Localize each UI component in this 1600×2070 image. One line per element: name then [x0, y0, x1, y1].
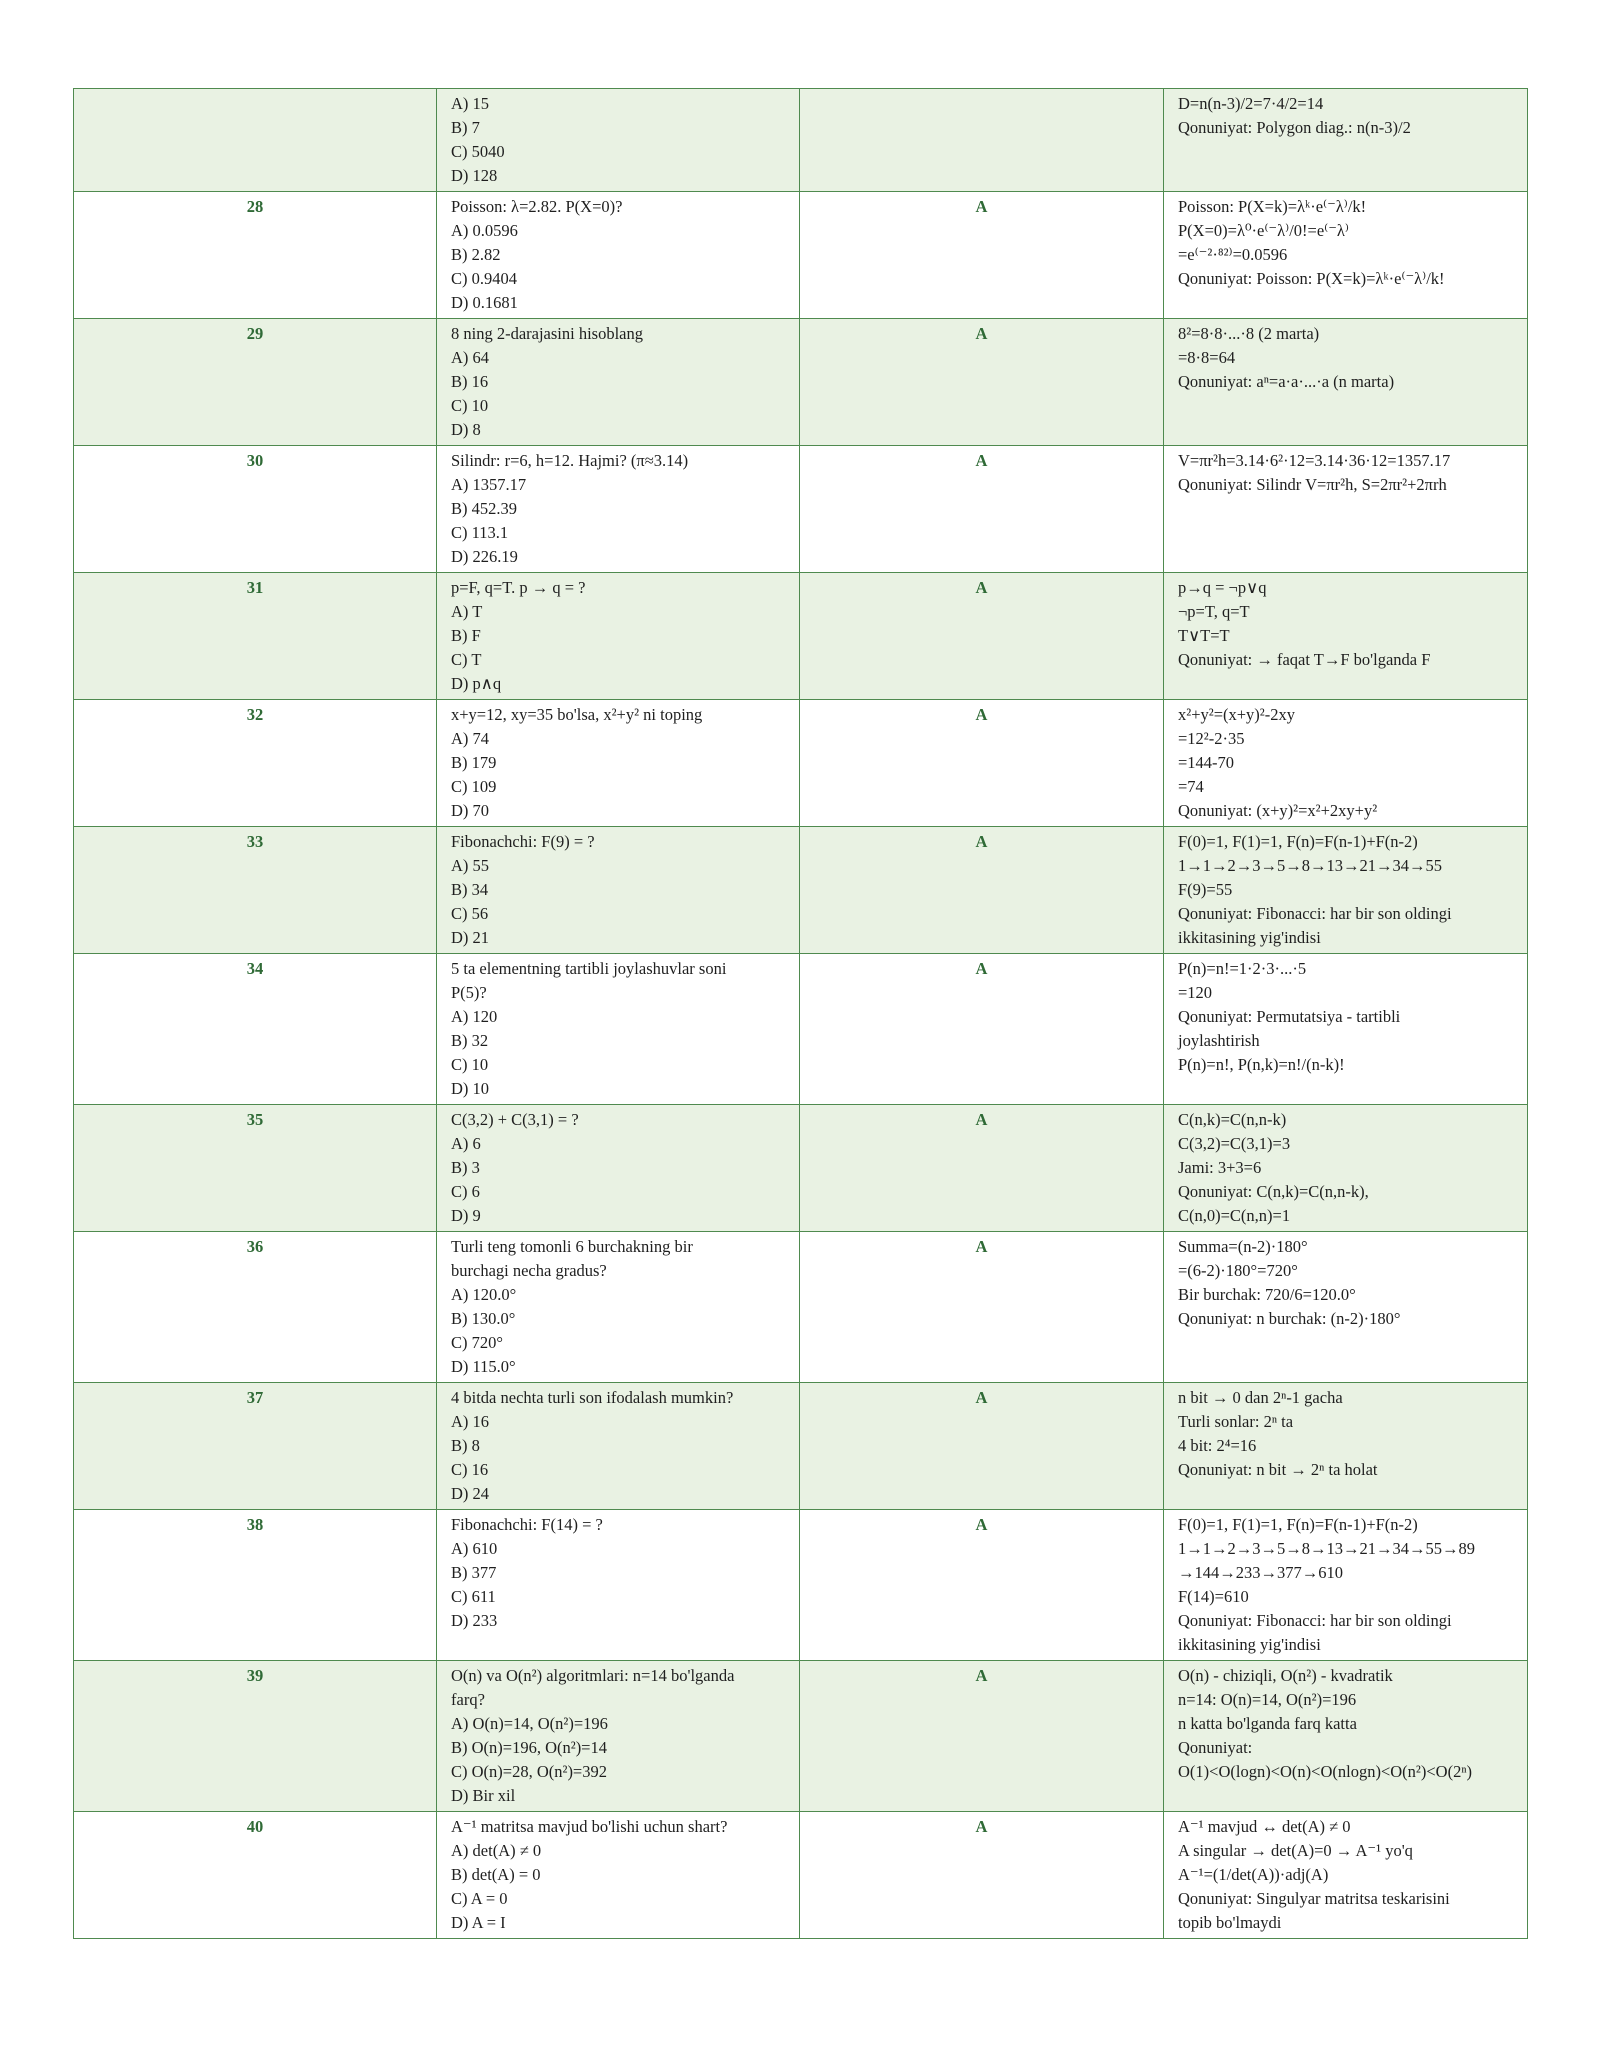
- question-text: C(3,2) + C(3,1) = ?: [451, 1110, 579, 1129]
- question-number: 34: [74, 954, 437, 1105]
- solution-cell: [1164, 1661, 1528, 1812]
- table-row: [74, 89, 1528, 192]
- solution-line: Summa=(n-2)·180°: [1178, 1237, 1308, 1256]
- solution-line: C(3,2)=C(3,1)=3: [1178, 1134, 1291, 1153]
- table-row: [74, 1812, 1528, 1939]
- question-cell: [437, 1105, 800, 1232]
- question-line: D) 115.0°: [451, 1357, 516, 1376]
- question-line: B) 8: [451, 1436, 480, 1455]
- solution-line: O(1)<O(logn)<O(n)<O(nlogn)<O(n²)<O(2ⁿ): [1178, 1762, 1473, 1781]
- question-line: C) 16: [451, 1460, 489, 1479]
- correct-answer: A: [800, 319, 1164, 446]
- question-text: Silindr: r=6, h=12. Hajmi? (π≈3.14): [451, 451, 689, 470]
- question-line: B) O(n)=196, O(n²)=14: [451, 1738, 607, 1757]
- solution-line: F(0)=1, F(1)=1, F(n)=F(n-1)+F(n-2): [1178, 832, 1418, 851]
- question-line: D) Bir xil: [451, 1786, 516, 1805]
- table-row: [74, 319, 1528, 446]
- question-line: A) O(n)=14, O(n²)=196: [451, 1714, 608, 1733]
- question-line: D) 233: [451, 1611, 498, 1630]
- solution-line: F(0)=1, F(1)=1, F(n)=F(n-1)+F(n-2): [1178, 1515, 1418, 1534]
- question-line: B) det(A) = 0: [451, 1865, 541, 1884]
- solution-line: 1→1→2→3→5→8→13→21→34→55→89: [1178, 1539, 1475, 1558]
- solution-line: Qonuniyat: Polygon diag.: n(n-3)/2: [1178, 118, 1411, 137]
- question-line: D) 9: [451, 1206, 481, 1225]
- question-text: Turli teng tomonli 6 burchakning bir: [451, 1237, 693, 1256]
- question-line: C) 5040: [451, 142, 505, 161]
- question-line: A) 0.0596: [451, 221, 518, 240]
- question-number: 36: [74, 1232, 437, 1383]
- solution-cell: [1164, 89, 1528, 192]
- question-line: D) 8: [451, 420, 481, 439]
- questions-table: [73, 88, 1528, 1939]
- question-line: C) O(n)=28, O(n²)=392: [451, 1762, 607, 1781]
- question-cell: [437, 700, 800, 827]
- solution-line: A⁻¹ mavjud ↔ det(A) ≠ 0: [1178, 1817, 1351, 1836]
- question-line: C) T: [451, 650, 482, 669]
- question-line: farq?: [451, 1690, 485, 1709]
- solution-line: Qonuniyat: Poisson: P(X=k)=λᵏ·e⁽⁻λ⁾/k!: [1178, 269, 1445, 288]
- table-row: [74, 1510, 1528, 1661]
- question-number: 32: [74, 700, 437, 827]
- question-line: C) 611: [451, 1587, 496, 1606]
- correct-answer: A: [800, 573, 1164, 700]
- question-line: D) p∧q: [451, 674, 502, 693]
- solution-line: O(n) - chiziqli, O(n²) - kvadratik: [1178, 1666, 1393, 1685]
- solution-line: n=14: O(n)=14, O(n²)=196: [1178, 1690, 1357, 1709]
- question-line: C) A = 0: [451, 1889, 508, 1908]
- question-cell: [437, 1232, 800, 1383]
- question-text: Poisson: λ=2.82. P(X=0)?: [451, 197, 623, 216]
- solution-line: Qonuniyat: Fibonacci: har bir son oldingi: [1178, 1611, 1452, 1630]
- question-cell: [437, 573, 800, 700]
- question-number: 31: [74, 573, 437, 700]
- question-line: D) A = I: [451, 1913, 506, 1932]
- solution-cell: [1164, 319, 1528, 446]
- table-row: [74, 446, 1528, 573]
- question-line: A) 120.0°: [451, 1285, 517, 1304]
- solution-line: F(9)=55: [1178, 880, 1233, 899]
- question-line: D) 24: [451, 1484, 490, 1503]
- correct-answer: A: [800, 1510, 1164, 1661]
- question-line: C) 10: [451, 396, 489, 415]
- solution-line: P(n)=n!, P(n,k)=n!/(n-k)!: [1178, 1055, 1345, 1074]
- question-line: C) 720°: [451, 1333, 503, 1352]
- question-cell: [437, 1510, 800, 1661]
- solution-line: C(n,k)=C(n,n-k): [1178, 1110, 1287, 1129]
- question-line: B) 130.0°: [451, 1309, 516, 1328]
- question-line: B) 34: [451, 880, 489, 899]
- question-cell: [437, 192, 800, 319]
- solution-line: Qonuniyat: Permutatsiya - tartibli: [1178, 1007, 1401, 1026]
- question-number: 33: [74, 827, 437, 954]
- solution-line: 8²=8·8·...·8 (2 marta): [1178, 324, 1320, 343]
- question-line: A) 610: [451, 1539, 498, 1558]
- solution-line: D=n(n-3)/2=7·4/2=14: [1178, 94, 1324, 113]
- question-line: A) 120: [451, 1007, 498, 1026]
- question-line: B) 7: [451, 118, 480, 137]
- correct-answer: A: [800, 1232, 1164, 1383]
- question-number: [74, 89, 437, 192]
- solution-line: topib bo'lmaydi: [1178, 1913, 1282, 1932]
- solution-line: A⁻¹=(1/det(A))·adj(A): [1178, 1865, 1329, 1884]
- question-line: P(5)?: [451, 983, 487, 1002]
- question-line: A) 74: [451, 729, 490, 748]
- table-row: [74, 954, 1528, 1105]
- solution-line: 1→1→2→3→5→8→13→21→34→55: [1178, 856, 1442, 875]
- correct-answer: A: [800, 1661, 1164, 1812]
- solution-line: 4 bit: 2⁴=16: [1178, 1436, 1257, 1455]
- question-line: D) 10: [451, 1079, 490, 1098]
- solution-cell: [1164, 1383, 1528, 1510]
- solution-line: Jami: 3+3=6: [1178, 1158, 1262, 1177]
- question-cell: [437, 319, 800, 446]
- solution-line: Qonuniyat: Singulyar matritsa teskarisini: [1178, 1889, 1450, 1908]
- solution-line: T∨T=T: [1178, 626, 1230, 645]
- solution-line: n bit → 0 dan 2ⁿ-1 gacha: [1178, 1388, 1343, 1407]
- table-row: [74, 192, 1528, 319]
- solution-line: Qonuniyat: n bit → 2ⁿ ta holat: [1178, 1460, 1378, 1479]
- solution-line: Qonuniyat: → faqat T→F bo'lganda F: [1178, 650, 1431, 669]
- correct-answer: A: [800, 827, 1164, 954]
- question-cell: [437, 1661, 800, 1812]
- solution-line: Qonuniyat: aⁿ=a·a·...·a (n marta): [1178, 372, 1395, 391]
- question-text: 8 ning 2-darajasini hisoblang: [451, 324, 644, 343]
- solution-line: Qonuniyat: (x+y)²=x²+2xy+y²: [1178, 801, 1378, 820]
- correct-answer: A: [800, 192, 1164, 319]
- question-line: A) 55: [451, 856, 490, 875]
- solution-line: n katta bo'lganda farq katta: [1178, 1714, 1357, 1733]
- solution-line: =144-70: [1178, 753, 1235, 772]
- question-line: C) 10: [451, 1055, 489, 1074]
- question-line: B) 2.82: [451, 245, 501, 264]
- solution-line: V=πr²h=3.14·6²·12=3.14·36·12=1357.17: [1178, 451, 1451, 470]
- correct-answer: A: [800, 446, 1164, 573]
- solution-cell: [1164, 954, 1528, 1105]
- solution-line: C(n,0)=C(n,n)=1: [1178, 1206, 1291, 1225]
- solution-line: →144→233→377→610: [1178, 1563, 1343, 1582]
- solution-cell: [1164, 446, 1528, 573]
- solution-line: =(6-2)·180°=720°: [1178, 1261, 1298, 1280]
- solution-line: Poisson: P(X=k)=λᵏ·e⁽⁻λ⁾/k!: [1178, 197, 1367, 216]
- correct-answer: A: [800, 1812, 1164, 1939]
- correct-answer: A: [800, 1105, 1164, 1232]
- question-line: A) 15: [451, 94, 490, 113]
- question-cell: [437, 89, 800, 192]
- table-row: [74, 1661, 1528, 1812]
- question-line: A) 64: [451, 348, 490, 367]
- table-row: [74, 1383, 1528, 1510]
- question-line: B) 179: [451, 753, 497, 772]
- question-number: 29: [74, 319, 437, 446]
- correct-answer: [800, 89, 1164, 192]
- question-number: 30: [74, 446, 437, 573]
- question-line: C) 113.1: [451, 523, 509, 542]
- solution-line: Qonuniyat: Silindr V=πr²h, S=2πr²+2πrh: [1178, 475, 1447, 494]
- solution-line: Qonuniyat:: [1178, 1738, 1253, 1757]
- question-line: D) 70: [451, 801, 490, 820]
- table-row: [74, 1105, 1528, 1232]
- question-line: A) 1357.17: [451, 475, 527, 494]
- solution-line: =8·8=64: [1178, 348, 1236, 367]
- question-text: p=F, q=T. p → q = ?: [451, 578, 586, 597]
- question-cell: [437, 827, 800, 954]
- question-line: C) 0.9404: [451, 269, 517, 288]
- question-line: A) 6: [451, 1134, 481, 1153]
- solution-line: ikkitasining yig'indisi: [1178, 1635, 1321, 1654]
- question-line: B) 452.39: [451, 499, 517, 518]
- correct-answer: A: [800, 954, 1164, 1105]
- solution-line: p→q = ¬p∨q: [1178, 578, 1267, 597]
- solution-line: P(X=0)=λ⁰·e⁽⁻λ⁾/0!=e⁽⁻λ⁾: [1178, 221, 1349, 240]
- question-number: 37: [74, 1383, 437, 1510]
- question-line: B) 377: [451, 1563, 497, 1582]
- solution-cell: [1164, 1232, 1528, 1383]
- question-text: Fibonachchi: F(9) = ?: [451, 832, 595, 851]
- question-text: 5 ta elementning tartibli joylashuvlar soni: [451, 959, 727, 978]
- question-number: 35: [74, 1105, 437, 1232]
- question-line: C) 56: [451, 904, 489, 923]
- solution-line: Bir burchak: 720/6=120.0°: [1178, 1285, 1356, 1304]
- solution-line: P(n)=n!=1·2·3·...·5: [1178, 959, 1307, 978]
- solution-line: =74: [1178, 777, 1204, 796]
- question-line: burchagi necha gradus?: [451, 1261, 607, 1280]
- solution-cell: [1164, 1105, 1528, 1232]
- question-cell: [437, 1812, 800, 1939]
- solution-cell: [1164, 573, 1528, 700]
- solution-line: =e⁽⁻²·⁸²⁾=0.0596: [1178, 245, 1288, 264]
- question-line: B) 32: [451, 1031, 489, 1050]
- solution-cell: [1164, 192, 1528, 319]
- question-line: B) 3: [451, 1158, 480, 1177]
- solution-line: Turli sonlar: 2ⁿ ta: [1178, 1412, 1294, 1431]
- solution-line: Qonuniyat: n burchak: (n-2)·180°: [1178, 1309, 1401, 1328]
- question-text: 4 bitda nechta turli son ifodalash mumkin?: [451, 1388, 734, 1407]
- solution-line: x²+y²=(x+y)²-2xy: [1178, 705, 1295, 724]
- question-cell: [437, 954, 800, 1105]
- question-text: O(n) va O(n²) algoritmlari: n=14 bo'lganda: [451, 1666, 735, 1685]
- solution-line: =12²-2·35: [1178, 729, 1245, 748]
- question-text: x+y=12, xy=35 bo'lsa, x²+y² ni toping: [451, 705, 703, 724]
- question-line: B) F: [451, 626, 481, 645]
- correct-answer: A: [800, 700, 1164, 827]
- question-cell: [437, 1383, 800, 1510]
- table-row: [74, 1232, 1528, 1383]
- question-text: Fibonachchi: F(14) = ?: [451, 1515, 603, 1534]
- table-row: [74, 573, 1528, 700]
- question-number: 40: [74, 1812, 437, 1939]
- question-line: D) 21: [451, 928, 490, 947]
- question-number: 38: [74, 1510, 437, 1661]
- solution-cell: [1164, 1510, 1528, 1661]
- solution-line: Qonuniyat: C(n,k)=C(n,n-k),: [1178, 1182, 1369, 1201]
- question-line: C) 109: [451, 777, 497, 796]
- solution-line: ikkitasining yig'indisi: [1178, 928, 1321, 947]
- solution-cell: [1164, 700, 1528, 827]
- solution-line: ¬p=T, q=T: [1178, 602, 1250, 621]
- table-row: [74, 700, 1528, 827]
- table-row: [74, 827, 1528, 954]
- question-line: C) 6: [451, 1182, 480, 1201]
- solution-line: F(14)=610: [1178, 1587, 1249, 1606]
- correct-answer: A: [800, 1383, 1164, 1510]
- question-line: D) 128: [451, 166, 498, 185]
- solution-cell: [1164, 827, 1528, 954]
- question-line: A) T: [451, 602, 483, 621]
- question-line: D) 0.1681: [451, 293, 518, 312]
- solution-line: =120: [1178, 983, 1213, 1002]
- question-cell: [437, 446, 800, 573]
- question-line: A) det(A) ≠ 0: [451, 1841, 542, 1860]
- question-line: A) 16: [451, 1412, 490, 1431]
- solution-line: Qonuniyat: Fibonacci: har bir son oldingi: [1178, 904, 1452, 923]
- question-line: B) 16: [451, 372, 489, 391]
- question-line: D) 226.19: [451, 547, 518, 566]
- question-number: 39: [74, 1661, 437, 1812]
- question-text: A⁻¹ matritsa mavjud bo'lishi uchun shart?: [451, 1817, 728, 1836]
- question-number: 28: [74, 192, 437, 319]
- solution-cell: [1164, 1812, 1528, 1939]
- solution-line: A singular → det(A)=0 → A⁻¹ yo'q: [1178, 1841, 1413, 1860]
- solution-line: joylashtirish: [1178, 1031, 1260, 1050]
